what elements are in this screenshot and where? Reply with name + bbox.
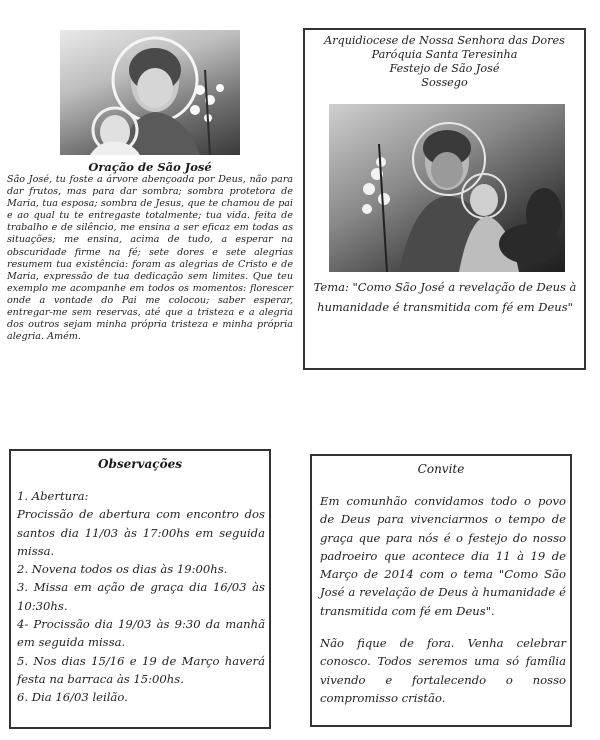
invitation-title: Convite	[417, 462, 465, 476]
parish-line: Paróquia Santa Teresinha	[371, 48, 518, 61]
observation-item: 2. Novena todos os dias às 19:00hs.	[17, 562, 228, 577]
prayer-title: Oração de São José	[88, 160, 212, 174]
invitation-paragraph: Não fique de fora. Venha celebrar conosco. Todos seremos uma só família vivendo e fortalecendo o nosso compromisso cristão.	[320, 636, 566, 705]
saint-joseph-image-large	[329, 104, 565, 272]
festival-line: Festejo de São José	[389, 62, 500, 75]
prayer-text: São José, tu foste a árvore abençoada por Deus, não para dar frutos, mas para dar sombra; sombra protetora de Maria, tua esposa; sombra de Jesus, que te chamou de pai e ao qual tu te entregaste totalmente; tua vida. feita de trabalho e de silêncio, me ensina a ser eficaz em todas as situações; me ensina, acima de tudo, a esperar na obscuridade firme na fé; sete dores e sete alegrias resumem tua existência: foram as alegrias de Cristo e de Maria, expressão de tua dedicação sem limites. Que teu exemplo me acompanhe em todos os momentos: florescer onde a vontade do Pai me colocou; saber esperar, entregar-me sem reservas, até que a tristeza e a alegria dos outros sejam minha própria tristeza e minha própria alegria. Amém.	[7, 174, 293, 343]
archdiocese-line: Arquidiocese de Nossa Senhora das Dores	[324, 34, 565, 47]
observations-title: Observações	[97, 457, 182, 471]
parish-header	[305, 34, 584, 90]
observation-item: 1. Abertura:	[17, 489, 89, 503]
location-line: Sossego	[421, 76, 468, 89]
invitation-card	[310, 454, 572, 727]
header-card	[303, 28, 586, 370]
observation-item: 6. Dia 16/03 leilão.	[17, 690, 128, 705]
festival-theme: Tema: "Como São José a revelação de Deus à humanidade é transmitida com fé em Deus"	[313, 280, 577, 314]
observation-item: 3. Missa em ação de graça dia 16/03 às 10:30hs.	[17, 580, 265, 613]
observation-item: 5. Nos dias 15/16 e 19 de Março haverá festa na barraca às 15:00hs.	[17, 653, 265, 686]
observation-item: Procissão de abertura com encontro dos santos dia 11/03 às 17:00hs em seguida missa.	[17, 507, 265, 558]
observations-list	[17, 487, 265, 707]
invitation-body	[320, 492, 566, 721]
observation-item: 4- Procissão dia 19/03 às 9:30 da manhã em seguida missa.	[17, 617, 265, 650]
invitation-paragraph: Em comunhão convidamos todo o povo de Deus para vivenciarmos o tempo de graça que para nós é o festejo do nosso padroeiro que acontece dia 11 à 19 de Março de 2014 com o tema "Como São José a revelação de Deus à humanidade é transmitida com fé em Deus".	[320, 494, 566, 618]
saint-joseph-image-small	[60, 30, 240, 155]
observations-card	[9, 449, 271, 729]
